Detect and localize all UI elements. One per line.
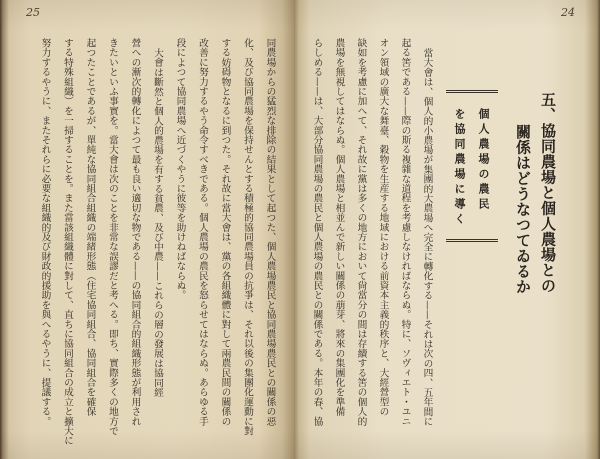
text-column: 農場を無視してはならぬ。個人農場と相並んで新しい關係の萠芽、將來の集團化を準備 [333,38,345,417]
section-subheading-line: 個人農場の農民 [477,108,490,213]
text-column: 缺如を考慮に加へて、それ故に黨は多くの地方において尙當分の間は存續する筈の個人的 [355,38,367,426]
text-column: 大會は斷然と個人的農場を有する貧農、及び中農——これらの層の發展は協同經 [152,47,163,397]
text-column: らしめる——は、大部分協同農場の農民と個人農場の農民との關係である。本年の春、協 [311,38,323,426]
text-column: する妨碍物となるに到つた。それ故に當大會は、黨の各組織體に對して兩農民間の關係の [219,38,231,426]
text-column: 改善に努力するやう命令すべきである。個人農場の農民を怒らせてはならぬ。あらゆる手 [197,38,208,426]
section-subheading-line: を協同農場に導く [453,108,466,228]
text-column: オン領域の廣大な舞臺、穀物を生産する地域における前資本主義的秩序と、大經營型の [377,38,389,417]
text-column: 當大會は、個人的小農場が集團的大農場へ完全に轉化する——それは次の四、五年間に [421,47,433,426]
text-column: する特殊組織）を一掃することを。また當該組織體に對して、直ちに協同組合の成立と擴大に [62,38,73,446]
page-number: 25 [26,6,40,19]
left-page [0,0,294,459]
right-page [294,0,600,459]
chapter-heading-line: 關係はどうなつてゐるか [514,124,532,295]
text-column: 化、及び協同農場を保持せんとする積極的協同農場員の抗爭は、それ以後の集團化運動に對 [242,38,253,436]
page-number: 24 [561,6,575,19]
text-column: 段によつて協同農場へ近づくやうに彼等を助けねばならぬ。 [174,38,186,300]
text-column: きたいといふ事實を。當大會は次のことを非常な誤謬だと考へる。即ち、實際多くの地方で [107,38,118,436]
text-column: 起つたことであるが、單純な協同組合組織の端緒形態（住宅協同組合、協同組合を確保 [84,38,96,417]
text-column: 努力するやうに、またそれらに必要な組織的及び財政的援助を與へるやうに、提議する。 [39,38,51,426]
text-column: 起る筈である——際の斯る複雜な道程を考慮しなければならぬ。特に、ソヴィエト・ユニ [399,38,411,426]
text-column: 營への漸次的轉化によつて最も良い適切な物である——の協同組合的組織形態が利用され [129,38,141,426]
chapter-heading-line: 五、協同農場と個人農場との [539,92,557,294]
text-column: 同農場からの猛烈な排除の結果として起つた、個人農場農民と協同農場農民との關係の惡 [264,38,276,426]
